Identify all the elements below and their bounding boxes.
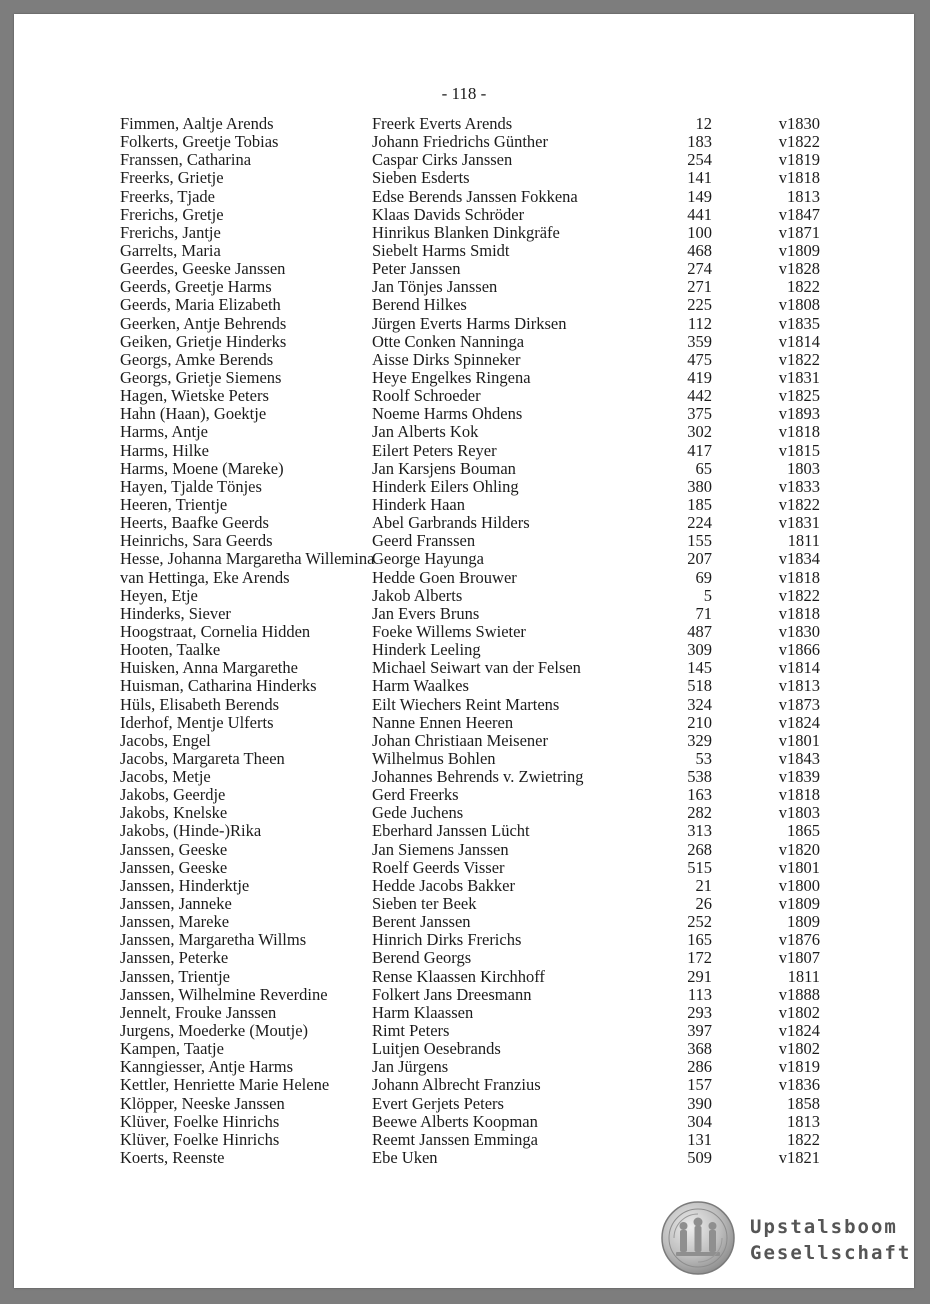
groom-name: Hinrikus Blanken Dinkgräfe	[372, 222, 560, 242]
bride-name: Klöpper, Neeske Janssen	[120, 1093, 285, 1113]
register-row	[120, 641, 820, 659]
register-row	[120, 732, 820, 750]
bride-name: Koerts, Reenste	[120, 1148, 225, 1168]
groom-name: Hinderk Leeling	[372, 640, 481, 660]
marriage-year: v1801	[778, 730, 820, 750]
marriage-year: v1807	[778, 948, 820, 968]
bride-name: Huisman, Catharina Hinderks	[120, 676, 317, 696]
groom-name: Michael Seiwart van der Felsen	[372, 658, 581, 678]
bride-name: Jakobs, Knelske	[120, 803, 228, 823]
document-page	[14, 14, 914, 1288]
marriage-year: v1830	[778, 114, 820, 133]
bride-name: Garrelts, Maria	[120, 240, 221, 260]
register-row	[120, 659, 820, 677]
register-row	[120, 841, 820, 859]
register-row	[120, 822, 820, 840]
bride-name: Janssen, Geeske	[120, 839, 228, 859]
entry-number: 100	[687, 222, 712, 242]
bride-name: Jacobs, Engel	[120, 730, 211, 750]
entry-number: 390	[687, 1093, 712, 1113]
groom-name: Jakob Alberts	[372, 585, 463, 605]
bride-name: Frerichs, Jantje	[120, 222, 221, 242]
groom-name: Jan Tönjes Janssen	[372, 277, 498, 297]
marriage-year: v1822	[778, 349, 820, 369]
bride-name: van Hettinga, Eke Arends	[120, 567, 290, 587]
register-row	[120, 478, 820, 496]
groom-name: Aisse Dirks Spinneker	[372, 349, 521, 369]
entry-number: 293	[687, 1002, 712, 1022]
marriage-year: v1808	[778, 295, 820, 315]
marriage-year: 1865	[787, 821, 820, 841]
register-row	[120, 242, 820, 260]
entry-number: 487	[687, 621, 712, 641]
entry-number: 71	[695, 603, 712, 623]
bride-name: Janssen, Peterke	[120, 948, 229, 968]
entry-number: 163	[687, 785, 712, 805]
marriage-year: v1822	[778, 132, 820, 152]
entry-number: 53	[695, 748, 712, 768]
register-row	[120, 986, 820, 1004]
entry-number: 274	[687, 259, 712, 279]
entry-number: 368	[687, 1039, 712, 1059]
marriage-year: v1847	[778, 204, 820, 224]
marriage-year: 1811	[787, 531, 820, 551]
bride-name: Janssen, Wilhelmine Reverdine	[120, 984, 328, 1004]
groom-name: Klaas Davids Schröder	[372, 204, 525, 224]
entry-number: 324	[687, 694, 712, 714]
marriage-year: v1802	[778, 1002, 820, 1022]
entry-number: 131	[687, 1129, 712, 1149]
register-row	[120, 768, 820, 786]
register-row	[120, 1113, 820, 1131]
bride-name: Heyen, Etje	[120, 585, 198, 605]
groom-name: Rimt Peters	[372, 1021, 450, 1041]
groom-name: Jan Jürgens	[372, 1057, 449, 1077]
register-row	[120, 623, 820, 641]
bride-name: Kampen, Taatje	[120, 1039, 224, 1059]
marriage-year: v1820	[778, 839, 820, 859]
bride-name: Geerds, Maria Elizabeth	[120, 295, 281, 315]
marriage-register-list	[120, 115, 820, 1167]
register-row	[120, 460, 820, 478]
register-row	[120, 133, 820, 151]
marriage-year: v1824	[778, 712, 820, 732]
register-row	[120, 405, 820, 423]
entry-number: 515	[687, 857, 712, 877]
entry-number: 397	[687, 1021, 712, 1041]
groom-name: Johann Friedrichs Günther	[372, 132, 548, 152]
groom-name: Jürgen Everts Harms Dirksen	[372, 313, 567, 333]
bride-name: Geerken, Antje Behrends	[120, 313, 287, 333]
register-row	[120, 224, 820, 242]
register-row	[120, 859, 820, 877]
entry-number: 65	[695, 458, 712, 478]
entry-number: 224	[687, 513, 712, 533]
groom-name: Rense Klaassen Kirchhoff	[372, 966, 545, 986]
entry-number: 509	[687, 1148, 712, 1168]
groom-name: Foeke Willems Swieter	[372, 621, 526, 641]
bride-name: Hinderks, Siever	[120, 603, 231, 623]
bride-name: Janssen, Janneke	[120, 894, 232, 914]
register-row	[120, 169, 820, 187]
bride-name: Harms, Hilke	[120, 440, 209, 460]
groom-name: Sieben ter Beek	[372, 894, 477, 914]
bride-name: Heinrichs, Sara Geerds	[120, 531, 273, 551]
entry-number: 254	[687, 150, 712, 170]
register-row	[120, 1040, 820, 1058]
groom-name: Geerd Franssen	[372, 531, 476, 551]
groom-name: Johannes Behrends v. Zwietring	[372, 767, 584, 787]
marriage-year: v1822	[778, 585, 820, 605]
entry-number: 271	[687, 277, 712, 297]
register-row	[120, 714, 820, 732]
register-row	[120, 351, 820, 369]
bride-name: Heeren, Trientje	[120, 494, 228, 514]
marriage-year: 1803	[787, 458, 820, 478]
register-row	[120, 296, 820, 314]
bride-name: Franssen, Catharina	[120, 150, 252, 170]
marriage-year: v1809	[778, 894, 820, 914]
entry-number: 172	[687, 948, 712, 968]
groom-name: Johann Albrecht Franzius	[372, 1075, 541, 1095]
groom-name: Harm Waalkes	[372, 676, 469, 696]
bride-name: Jennelt, Frouke Janssen	[120, 1002, 277, 1022]
bride-name: Geerds, Greetje Harms	[120, 277, 272, 297]
marriage-year: 1822	[787, 1129, 820, 1149]
entry-number: 21	[695, 875, 712, 895]
register-row	[120, 877, 820, 895]
page-number: - 118 -	[441, 84, 487, 103]
society-logo	[660, 1200, 910, 1280]
groom-name: Evert Gerjets Peters	[372, 1093, 504, 1113]
bride-name: Geiken, Grietje Hinderks	[120, 331, 287, 351]
groom-name: Heye Engelkes Ringena	[372, 367, 531, 387]
groom-name: Folkert Jans Dreesmann	[372, 984, 532, 1004]
groom-name: Roelf Geerds Visser	[372, 857, 505, 877]
register-row	[120, 587, 820, 605]
groom-name: Eilt Wiechers Reint Martens	[372, 694, 560, 714]
entry-number: 207	[687, 549, 712, 569]
bride-name: Janssen, Mareke	[120, 912, 230, 932]
register-row	[120, 931, 820, 949]
marriage-year: 1813	[787, 1111, 820, 1131]
marriage-year: v1830	[778, 621, 820, 641]
bride-name: Klüver, Foelke Hinrichs	[120, 1129, 280, 1149]
groom-name: Eberhard Janssen Lücht	[372, 821, 530, 841]
marriage-year: v1802	[778, 1039, 820, 1059]
groom-name: Hinrich Dirks Frerichs	[372, 930, 522, 950]
marriage-year: 1813	[787, 186, 820, 206]
bride-name: Jakobs, (Hinde-)Rika	[120, 821, 262, 841]
groom-name: Caspar Cirks Janssen	[372, 150, 513, 170]
bride-name: Jakobs, Geerdje	[120, 785, 226, 805]
entry-number: 268	[687, 839, 712, 859]
marriage-year: v1819	[778, 150, 820, 170]
marriage-year: v1800	[778, 875, 820, 895]
groom-name: Beewe Alberts Koopman	[372, 1111, 538, 1131]
marriage-year: v1871	[778, 222, 820, 242]
groom-name: Otte Conken Nanninga	[372, 331, 525, 351]
marriage-year: v1825	[778, 386, 820, 406]
marriage-year: v1819	[778, 1057, 820, 1077]
register-row	[120, 514, 820, 532]
register-row	[120, 496, 820, 514]
groom-name: Gede Juchens	[372, 803, 464, 823]
marriage-year: v1818	[778, 603, 820, 623]
bride-name: Folkerts, Greetje Tobias	[120, 132, 279, 152]
marriage-year: v1831	[778, 367, 820, 387]
entry-number: 475	[687, 349, 712, 369]
bride-name: Jacobs, Margareta Theen	[120, 748, 285, 768]
marriage-year: v1813	[778, 676, 820, 696]
groom-name: Hedde Goen Brouwer	[372, 567, 517, 587]
register-row	[120, 115, 820, 133]
register-row	[120, 442, 820, 460]
bride-name: Iderhof, Mentje Ulferts	[120, 712, 274, 732]
bride-name: Kettler, Henriette Marie Helene	[120, 1075, 330, 1095]
groom-name: Wilhelmus Bohlen	[372, 748, 496, 768]
bride-name: Janssen, Trientje	[120, 966, 231, 986]
register-row	[120, 1076, 820, 1094]
register-row	[120, 423, 820, 441]
bride-name: Harms, Antje	[120, 422, 208, 442]
bride-name: Janssen, Margaretha Willms	[120, 930, 307, 950]
entry-number: 441	[687, 204, 712, 224]
logo-text-line1: Upstalsboom	[750, 1216, 898, 1238]
register-row	[120, 677, 820, 695]
groom-name: Hinderk Haan	[372, 494, 466, 514]
marriage-year: v1818	[778, 422, 820, 442]
marriage-year: v1822	[778, 494, 820, 514]
bride-name: Harms, Moene (Mareke)	[120, 458, 284, 478]
entry-number: 145	[687, 658, 712, 678]
bride-name: Heerts, Baafke Geerds	[120, 513, 269, 533]
marriage-year: v1821	[778, 1148, 820, 1168]
marriage-year: v1893	[778, 404, 820, 424]
register-row	[120, 786, 820, 804]
marriage-year: v1888	[778, 984, 820, 1004]
entry-number: 183	[687, 132, 712, 152]
groom-name: Peter Janssen	[372, 259, 461, 279]
register-row	[120, 206, 820, 224]
entry-number: 538	[687, 767, 712, 787]
entry-number: 165	[687, 930, 712, 950]
marriage-year: v1839	[778, 767, 820, 787]
register-row	[120, 550, 820, 568]
marriage-year: 1858	[787, 1093, 820, 1113]
marriage-year: v1876	[778, 930, 820, 950]
groom-name: Eilert Peters Reyer	[372, 440, 497, 460]
entry-number: 359	[687, 331, 712, 351]
marriage-year: v1809	[778, 240, 820, 260]
entry-number: 291	[687, 966, 712, 986]
register-row	[120, 569, 820, 587]
entry-number: 112	[687, 313, 712, 333]
entry-number: 417	[687, 440, 712, 460]
entry-number: 252	[687, 912, 712, 932]
marriage-year: v1814	[778, 331, 820, 351]
logo-text-line2: Gesellschaft	[750, 1242, 912, 1264]
register-row	[120, 387, 820, 405]
marriage-year: v1833	[778, 476, 820, 496]
groom-name: Jan Evers Bruns	[372, 603, 480, 623]
groom-name: George Hayunga	[372, 549, 484, 569]
marriage-year: v1824	[778, 1021, 820, 1041]
marriage-year: v1834	[778, 549, 820, 569]
entry-number: 309	[687, 640, 712, 660]
groom-name: Hinderk Eilers Ohling	[372, 476, 519, 496]
groom-name: Hedde Jacobs Bakker	[372, 875, 515, 895]
register-row	[120, 315, 820, 333]
entry-number: 185	[687, 494, 712, 514]
groom-name: Harm Klaassen	[372, 1002, 474, 1022]
marriage-year: 1822	[787, 277, 820, 297]
register-row	[120, 895, 820, 913]
groom-name: Abel Garbrands Hilders	[372, 513, 530, 533]
register-row	[120, 1022, 820, 1040]
bride-name: Hooten, Taalke	[120, 640, 221, 660]
entry-number: 313	[687, 821, 712, 841]
bride-name: Hüls, Elisabeth Berends	[120, 694, 280, 714]
entry-number: 380	[687, 476, 712, 496]
register-row	[120, 804, 820, 822]
entry-number: 302	[687, 422, 712, 442]
groom-name: Edse Berends Janssen Fokkena	[372, 186, 578, 206]
bride-name: Kanngiesser, Antje Harms	[120, 1057, 294, 1077]
entry-number: 113	[687, 984, 712, 1004]
register-row	[120, 278, 820, 296]
register-row	[120, 369, 820, 387]
groom-name: Reemt Janssen Emminga	[372, 1129, 538, 1149]
groom-name: Roolf Schroeder	[372, 386, 481, 406]
register-row	[120, 605, 820, 623]
register-row	[120, 949, 820, 967]
marriage-year: v1814	[778, 658, 820, 678]
bride-name: Jacobs, Metje	[120, 767, 211, 787]
marriage-year: v1803	[778, 803, 820, 823]
marriage-year: 1809	[787, 912, 820, 932]
entry-number: 12	[695, 114, 712, 133]
bride-name: Hesse, Johanna Margaretha Willemina	[120, 549, 375, 569]
groom-name: Berend Hilkes	[372, 295, 467, 315]
groom-name: Siebelt Harms Smidt	[372, 240, 510, 260]
groom-name: Jan Alberts Kok	[372, 422, 479, 442]
marriage-year: v1836	[778, 1075, 820, 1095]
register-row	[120, 1004, 820, 1022]
register-row	[120, 1131, 820, 1149]
marriage-year: v1818	[778, 785, 820, 805]
groom-name: Noeme Harms Ohdens	[372, 404, 523, 424]
entry-number: 26	[695, 894, 712, 914]
register-row	[120, 151, 820, 169]
bride-name: Freerks, Grietje	[120, 168, 224, 188]
register-row	[120, 696, 820, 714]
register-row	[120, 913, 820, 931]
register-row	[120, 188, 820, 206]
bride-name: Hagen, Wietske Peters	[120, 386, 269, 406]
bride-name: Janssen, Hinderktje	[120, 875, 250, 895]
register-row	[120, 333, 820, 351]
entry-number: 419	[687, 367, 712, 387]
entry-number: 304	[687, 1111, 712, 1131]
entry-number: 155	[687, 531, 712, 551]
entry-number: 157	[687, 1075, 712, 1095]
entry-number: 225	[687, 295, 712, 315]
bride-name: Hayen, Tjalde Tönjes	[120, 476, 262, 496]
bride-name: Huisken, Anna Margarethe	[120, 658, 298, 678]
marriage-year: v1815	[778, 440, 820, 460]
bride-name: Georgs, Amke Berends	[120, 349, 274, 369]
entry-number: 518	[687, 676, 712, 696]
marriage-year: v1828	[778, 259, 820, 279]
entry-number: 375	[687, 404, 712, 424]
register-row	[120, 750, 820, 768]
entry-number: 282	[687, 803, 712, 823]
bride-name: Geerdes, Geeske Janssen	[120, 259, 286, 279]
groom-name: Jan Karsjens Bouman	[372, 458, 516, 478]
entry-number: 286	[687, 1057, 712, 1077]
bride-name: Georgs, Grietje Siemens	[120, 367, 282, 387]
marriage-year: 1811	[787, 966, 820, 986]
groom-name: Berent Janssen	[372, 912, 471, 932]
groom-name: Johan Christiaan Meisener	[372, 730, 548, 750]
marriage-year: v1835	[778, 313, 820, 333]
groom-name: Freerk Everts Arends	[372, 114, 513, 133]
bride-name: Hahn (Haan), Goektje	[120, 404, 267, 424]
groom-name: Berend Georgs	[372, 948, 472, 968]
groom-name: Sieben Esderts	[372, 168, 470, 188]
seal-icon	[660, 1200, 736, 1276]
entry-number: 69	[695, 567, 712, 587]
bride-name: Freerks, Tjade	[120, 186, 215, 206]
register-row	[120, 532, 820, 550]
bride-name: Hoogstraat, Cornelia Hidden	[120, 621, 311, 641]
groom-name: Luitjen Oesebrands	[372, 1039, 501, 1059]
marriage-year: v1866	[778, 640, 820, 660]
marriage-year: v1818	[778, 168, 820, 188]
register-row	[120, 1149, 820, 1167]
entry-number: 442	[687, 386, 712, 406]
groom-name: Ebe Uken	[372, 1148, 438, 1168]
bride-name: Klüver, Foelke Hinrichs	[120, 1111, 280, 1131]
bride-name: Jurgens, Moederke (Moutje)	[120, 1021, 309, 1041]
groom-name: Gerd Freerks	[372, 785, 459, 805]
marriage-year: v1801	[778, 857, 820, 877]
entry-number: 210	[687, 712, 712, 732]
entry-number: 329	[687, 730, 712, 750]
groom-name: Nanne Ennen Heeren	[372, 712, 514, 732]
marriage-year: v1873	[778, 694, 820, 714]
marriage-year: v1831	[778, 513, 820, 533]
register-row	[120, 260, 820, 278]
bride-name: Fimmen, Aaltje Arends	[120, 114, 274, 133]
register-row	[120, 968, 820, 986]
register-row	[120, 1095, 820, 1113]
entry-number: 468	[687, 240, 712, 260]
register-row	[120, 1058, 820, 1076]
marriage-year: v1843	[778, 748, 820, 768]
bride-name: Frerichs, Gretje	[120, 204, 224, 224]
entry-number: 5	[703, 585, 712, 605]
entry-number: 141	[687, 168, 712, 188]
marriage-year: v1818	[778, 567, 820, 587]
bride-name: Janssen, Geeske	[120, 857, 228, 877]
groom-name: Jan Siemens Janssen	[372, 839, 509, 859]
entry-number: 149	[687, 186, 712, 206]
